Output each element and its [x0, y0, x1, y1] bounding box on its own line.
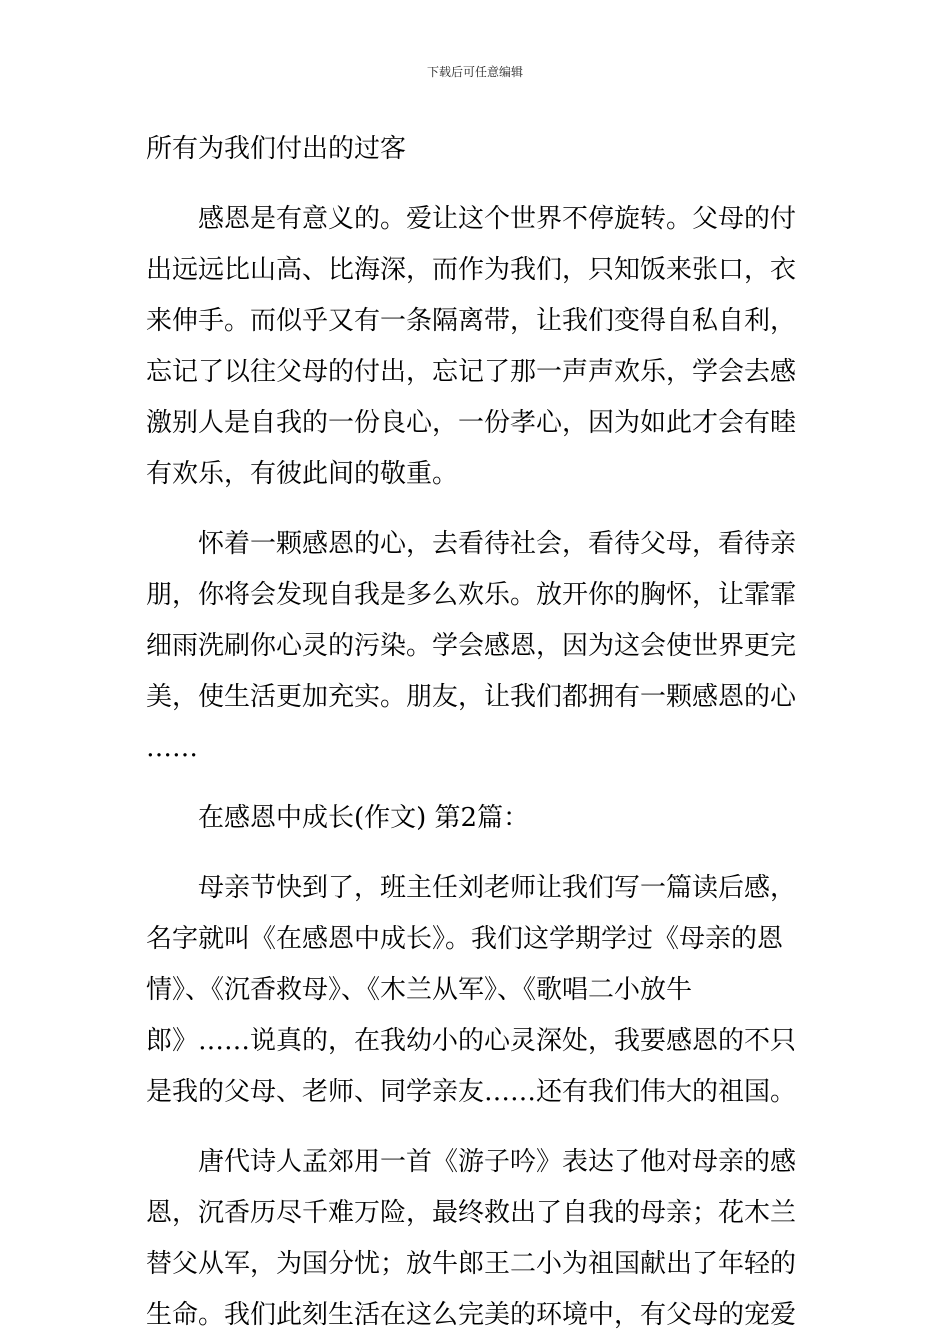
paragraph-start-line: 唐代诗人孟郊用一首《游子吟》表达了他对母亲的感: [198, 1147, 797, 1177]
text-line: 生命。我们此刻生活在这么完美的环境中，有父母的宠爱: [146, 1300, 797, 1330]
section-heading: 在感恩中成长(作文) 第2篇：: [198, 803, 530, 833]
text-line: 名字就叫《在感恩中成长》。我们这学期学过《母亲的恩: [146, 924, 784, 954]
page-header-note: 下载后可任意编辑: [426, 65, 523, 79]
text-line: 是我的父母、老师、同学亲友……还有我们伟大的祖国。: [146, 1077, 797, 1107]
text-line: 情》、《沉香救母》、《木兰从军》、《歌唱二小放牛: [146, 975, 693, 1005]
paragraph-start-line: 感恩是有意义的。爱让这个世界不停旋转。父母的付: [198, 204, 797, 234]
text-line: 所有为我们付出的过客: [146, 134, 407, 164]
text-line: 朋，你将会发现自我是多么欢乐。放开你的胸怀，让霏霏: [146, 580, 797, 610]
text-line: 有欢乐，有彼此间的敬重。: [146, 459, 459, 489]
text-line: 忘记了以往父母的付出，忘记了那一声声欢乐，学会去感: [146, 357, 797, 387]
paragraph-start-line: 怀着一颗感恩的心，去看待社会，看待父母，看待亲: [198, 529, 797, 559]
text-line: 来伸手。而似乎又有一条隔离带，让我们变得自私自利，: [146, 306, 797, 336]
text-line: ……: [146, 733, 198, 763]
text-line: 郎》……说真的，在我幼小的心灵深处，我要感恩的不只: [146, 1026, 797, 1056]
text-line: 美，使生活更加充实。朋友，让我们都拥有一颗感恩的心: [146, 682, 797, 712]
text-line: 出远远比山高、比海深，而作为我们，只知饭来张口，衣: [146, 255, 797, 285]
paragraph-start-line: 母亲节快到了，班主任刘老师让我们写一篇读后感，: [198, 873, 797, 903]
text-line: 替父从军，为国分忧；放牛郎王二小为祖国献出了年轻的: [146, 1249, 797, 1279]
text-line: 激别人是自我的一份良心，一份孝心，因为如此才会有睦: [146, 408, 797, 438]
text-line: 恩，沉香历尽千难万险，最终救出了自我的母亲；花木兰: [146, 1198, 797, 1228]
document-body: [146, 124, 812, 1341]
text-line: 细雨洗刷你心灵的污染。学会感恩，因为这会使世界更完: [146, 631, 797, 661]
